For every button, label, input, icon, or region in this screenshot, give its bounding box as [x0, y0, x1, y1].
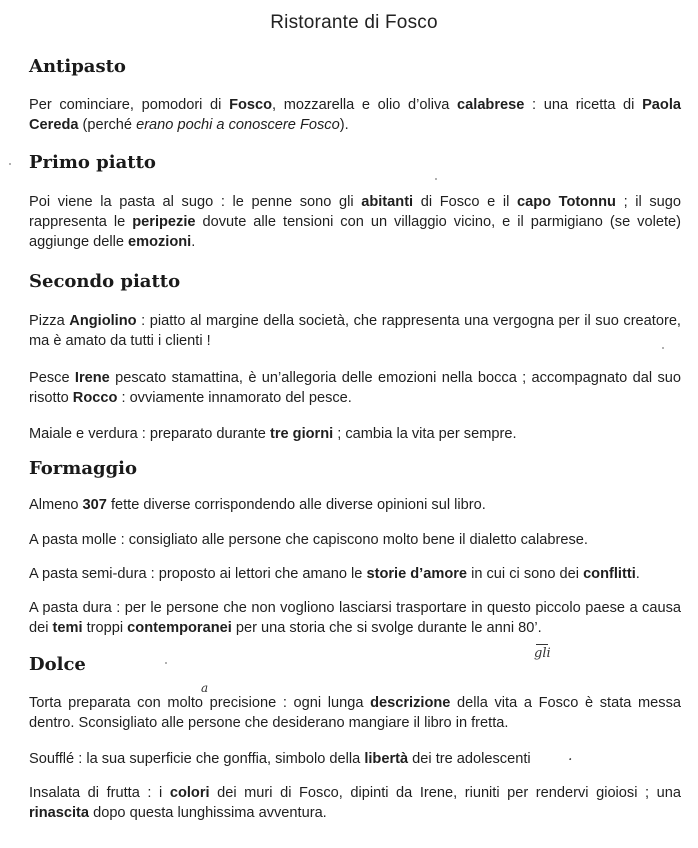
secondo-paragraph-maiale: Maiale e verdura : preparato durante tre giorni ; cambia la vita per sempre.: [29, 426, 517, 442]
dolce-paragraph-insalata: Insalata di frutta : i colori dei muri di Fosco, dipinti da Irene, riuniti per rendervi gioiosi ; una rinascita dopo questa lunghissima avventura.: [29, 785, 681, 821]
section-heading-dolce: Dolce: [29, 654, 86, 675]
secondo-paragraph-pesce: Pesce Irene pescato stamattina, è un’allegoria delle emozioni nella bocca ; accompagnato dal suo risotto Rocco : ovviamente innamorato del pesce.: [29, 370, 681, 406]
dolce-paragraph-torta: Torta preparata con molto precisione : ogni lunga descrizione della vita a Fosco è stata messa dentro. Sconsigliato alle persone che desiderano mangiare il libro in fretta.: [29, 695, 681, 731]
handwritten-correction-a: a: [201, 681, 209, 695]
handwritten-mark: .: [568, 748, 573, 764]
scan-speck: [9, 163, 11, 165]
scan-speck: [165, 662, 167, 664]
formaggio-paragraph-molle: A pasta molle : consigliato alle persone che capiscono molto bene il dialetto calabrese.: [29, 532, 588, 548]
section-heading-secondo: Secondo piatto: [29, 271, 181, 292]
formaggio-paragraph-fette: Almeno 307 fette diverse corrispondendo alle diverse opinioni sul libro.: [29, 497, 486, 513]
primo-paragraph: Poi viene la pasta al sugo : le penne sono gli abitanti di Fosco e il capo Totonnu ; il sugo rappresenta le peripezie dovute alle tensioni con un villaggio vicino, e il parmigiano (se volete) aggiunge delle emozioni.: [29, 194, 682, 250]
section-heading-antipasto: Antipasto: [29, 56, 126, 77]
antipasto-paragraph: Per cominciare, pomodori di Fosco, mozzarella e olio d’oliva calabrese : una ricetta di Paola Cereda (perché erano pochi a conoscere Fosco).: [29, 97, 681, 133]
scan-speck: [662, 347, 664, 349]
formaggio-paragraph-semidura: A pasta semi-dura : proposto ai lettori che amano le storie d’amore in cui ci sono dei conflitti.: [29, 566, 640, 582]
secondo-paragraph-pizza: Pizza Angiolino : piatto al margine della società, che rappresenta una vergogna per il suo creatore, ma è amato da tutti i clienti !: [29, 313, 681, 349]
page-title: Ristorante di Fosco: [270, 12, 438, 33]
handwritten-correction-gli: gli: [534, 646, 551, 661]
scan-speck: [435, 178, 437, 180]
section-heading-formaggio: Formaggio: [29, 458, 138, 479]
section-heading-primo: Primo piatto: [29, 152, 156, 173]
handwritten-overline: [536, 644, 548, 645]
formaggio-paragraph-dura: A pasta dura : per le persone che non vogliono lasciarsi trasportare in questo piccolo paese a causa dei temi troppi contemporanei per una storia che si svolge durante le anni 80’.: [29, 600, 681, 636]
dolce-paragraph-souffle: Soufflé : la sua superficie che gonffia, simbolo della libertà dei tre adolescenti: [29, 751, 531, 767]
